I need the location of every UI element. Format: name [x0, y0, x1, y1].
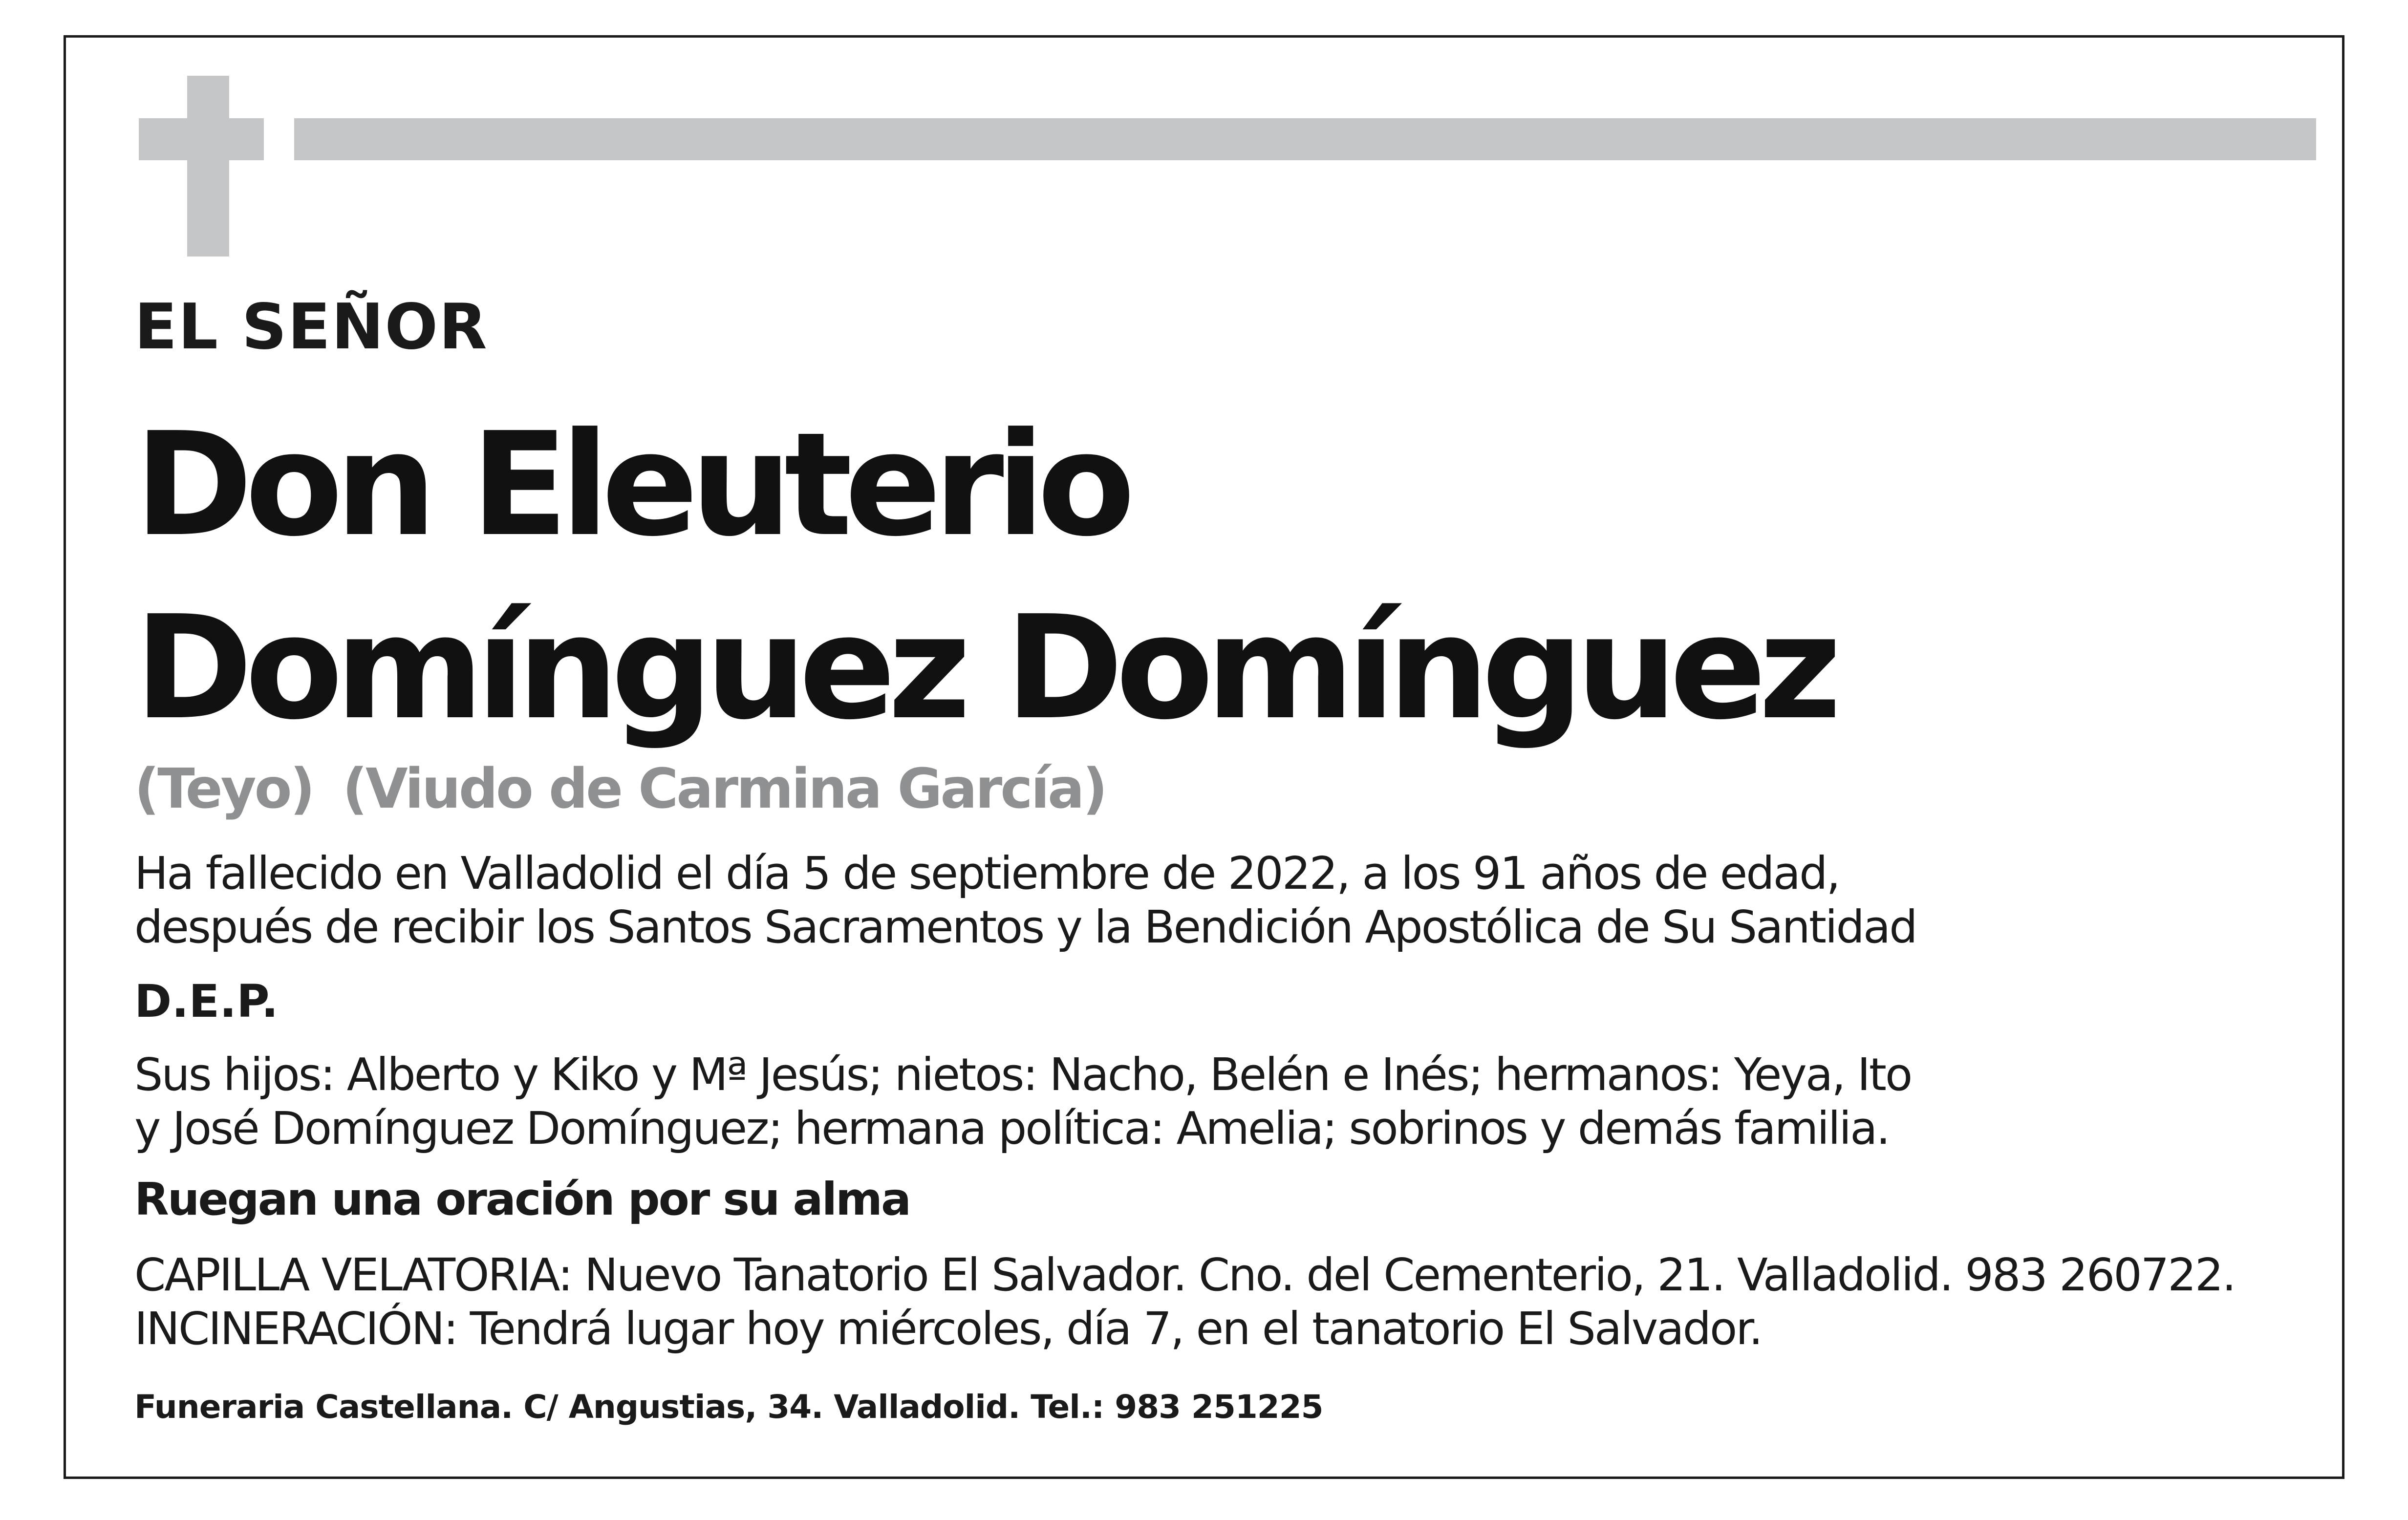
alias-line	[134, 752, 1106, 826]
family-line-2: y José Domínguez Domínguez; hermana política: Amelia; sobrinos y demás familia.	[134, 1102, 1889, 1155]
cremation-info: INCINERACIÓN: Tendrá lugar hoy miércoles, día 7, en el tanatorio El Salvador.	[134, 1303, 1762, 1355]
chapel-info: CAPILLA VELATORIA: Nuevo Tanatorio El Salvador. Cno. del Cementerio, 21. Valladolid. 983 260722.	[134, 1249, 2235, 1301]
family-line-1: Sus hijos: Alberto y Kiko y Mª Jesús; nietos: Nacho, Belén e Inés; hermanos: Yeya, Ito	[134, 1049, 1912, 1101]
cross-horizontal-bar	[139, 118, 264, 160]
notice-title: EL SEÑOR	[134, 291, 488, 364]
prayer-request: Ruegan una oración por su alma	[134, 1173, 910, 1225]
death-info-line-1: Ha fallecido en Valladolid el día 5 de septiembre de 2022, a los 91 años de edad,	[134, 847, 1839, 899]
widower-note: (Viudo de Carmina García)	[342, 757, 1106, 821]
header-rule	[294, 118, 2316, 160]
death-info-line-2: después de recibir los Santos Sacramentos y la Bendición Apostólica de Su Santidad	[134, 901, 1916, 953]
rip-text: D.E.P.	[134, 975, 279, 1028]
nickname: (Teyo)	[134, 757, 313, 821]
funeral-home-info: Funeraria Castellana. C/ Angustias, 34. Valladolid. Tel.: 983 251225	[134, 1388, 1323, 1426]
cross-vertical-bar	[187, 76, 229, 257]
deceased-name-line-1: Don Eleuterio	[134, 402, 1128, 568]
deceased-name-line-2: Domínguez Domínguez	[134, 585, 1834, 751]
